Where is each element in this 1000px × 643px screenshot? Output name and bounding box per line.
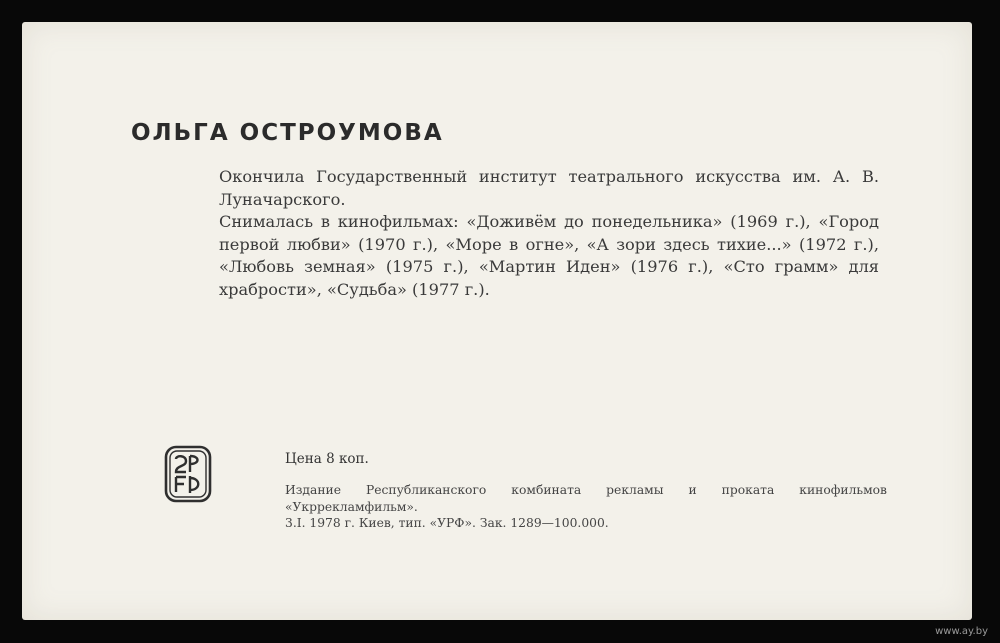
postcard-back <box>22 22 972 620</box>
print-info-line: 3.I. 1978 г. Киев, тип. «УРФ». Зак. 1289—100.000. <box>285 516 609 530</box>
filmography-paragraph: Снималась в кинофильмах: «Доживём до понедельника» (1969 г.), «Город первой любви» (1970 г.), «Море в огне», «А зори здесь тихие...» (1972 г.), «Любовь земная» (1975 г.), «Мартин Иден» (1976 г.), «Сто грамм» для храбрости», «Судьба» (1977 г.). <box>219 212 879 299</box>
actress-name: ОЛЬГА ОСТРОУМОВА <box>131 120 444 146</box>
biography-text <box>219 166 879 301</box>
site-watermark: www.ay.by <box>935 626 988 637</box>
education-paragraph: Окончила Государственный институт театрального искусства им. А. В. Луначарского. <box>219 167 879 209</box>
publisher-line: Издание Республиканского комбината рекламы и проката кинофильмов «Укррекламфильм». <box>285 483 887 514</box>
urf-publisher-logo-icon <box>164 445 212 503</box>
price-label: Цена 8 коп. <box>285 451 369 467</box>
publisher-imprint <box>285 482 887 532</box>
